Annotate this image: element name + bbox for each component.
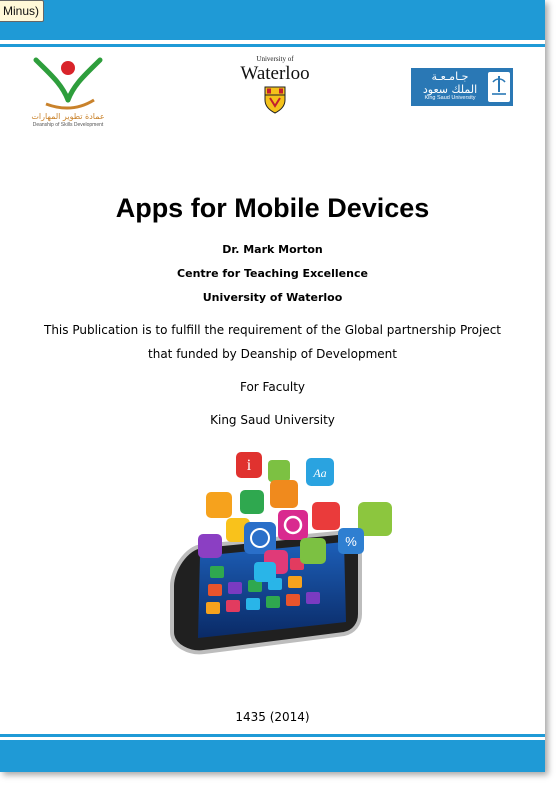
ksu-english-text: King Saud University: [424, 95, 476, 101]
ksu-arabic-line2: الملك سعود: [422, 83, 478, 96]
deanship-logo: [28, 54, 108, 134]
note-line-2: that funded by Deanship of Development: [148, 347, 397, 361]
department-line: Centre for Teaching Excellence: [177, 267, 368, 280]
ksu-logo: [411, 68, 513, 106]
smartphone-apps-illustration: [160, 446, 400, 656]
deanship-english-text: Deanship of Skills Development: [32, 122, 104, 128]
svg-text:Aa: Aa: [313, 466, 327, 480]
waterloo-name-text: Waterloo: [240, 63, 310, 84]
footer-rule: [0, 734, 545, 737]
svg-text:i: i: [246, 457, 252, 474]
waterloo-crest-icon: [264, 86, 286, 114]
deanship-emblem-icon: [28, 54, 108, 112]
university-line: King Saud University: [210, 413, 335, 427]
ksu-arabic-line1: جـامـعـة: [431, 70, 469, 83]
ksu-arabic-text: [415, 70, 485, 96]
institution-line: University of Waterloo: [202, 291, 343, 304]
deanship-arabic-text: عمادة تطوير المهارات: [31, 112, 105, 121]
header-band: [0, 0, 545, 40]
waterloo-small-text: University of: [256, 55, 294, 63]
publication-year: 1435 (2014): [235, 710, 310, 724]
ksu-emblem-icon: [488, 72, 510, 102]
waterloo-logo: [230, 55, 320, 125]
for-line: For Faculty: [239, 380, 306, 394]
author-line: Dr. Mark Morton: [222, 243, 323, 256]
document-title: Apps for Mobile Devices: [115, 193, 430, 223]
footer-band: [0, 740, 545, 772]
svg-text:%: %: [345, 534, 357, 549]
note-line-1: This Publication is to fulfill the requirement of the Global partnership Project: [43, 323, 502, 337]
header-rule: [0, 44, 545, 47]
tooltip: Minus): [0, 0, 44, 22]
